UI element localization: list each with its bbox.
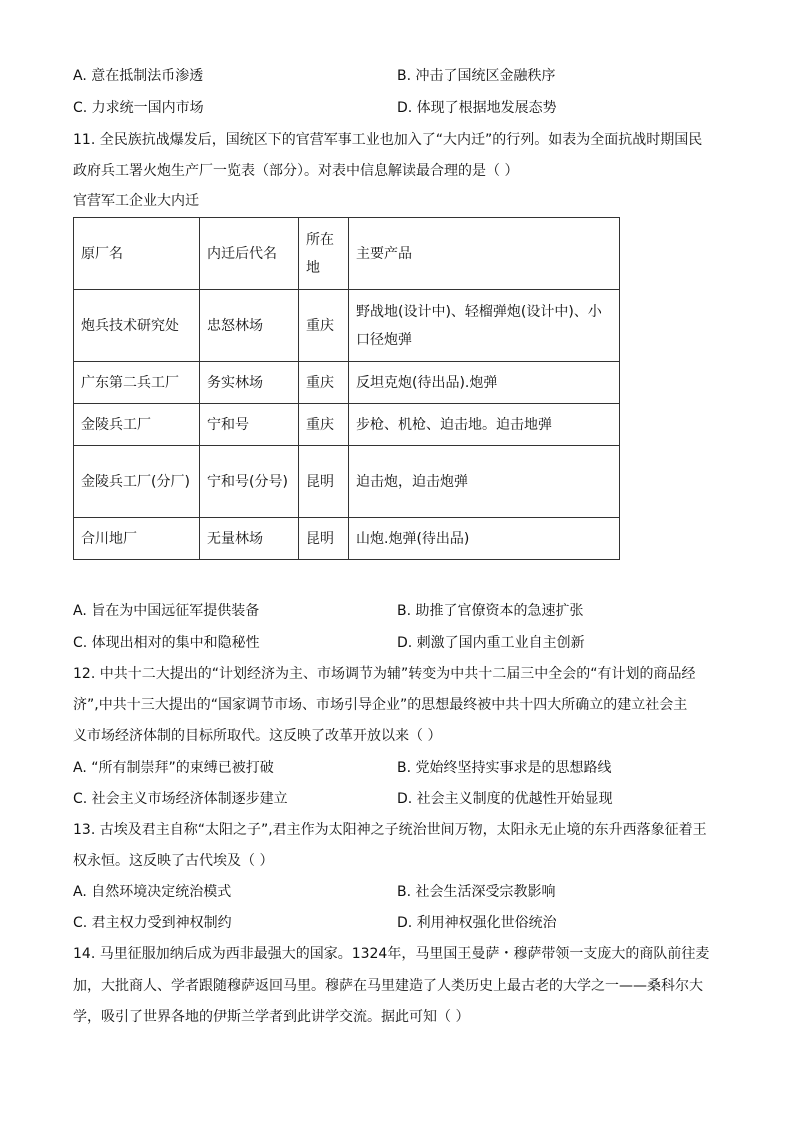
q11-option-d: D. 刺激了国内重工业自主创新 (397, 635, 585, 651)
q10-option-a: A. 意在抵制法币渗透 (73, 68, 204, 84)
table-cell: 重庆 (299, 404, 349, 446)
enterprise-table (73, 217, 620, 560)
table-cell: 步枪、机枪、迫击地。迫击地弹 (349, 404, 620, 446)
table-cell: 昆明 (299, 518, 349, 560)
table-cell: 金陵兵工厂(分厂) (74, 446, 200, 518)
table-cell: 合川地厂 (74, 518, 200, 560)
table-cell: 迫击炮，迫击炮弹 (349, 446, 620, 518)
q13-option-b: B. 社会生活深受宗教影响 (397, 884, 556, 900)
table-row (74, 290, 620, 362)
table-cell: 务实林场 (200, 362, 299, 404)
q11-stem-line-2: 政府兵工署火炮生产厂一览表（部分）。对表中信息解读最合理的是（ ） (73, 163, 519, 179)
q11-option-c: C. 体现出相对的集中和隐秘性 (73, 635, 260, 651)
q10-option-c: C. 力求统一国内市场 (73, 100, 204, 116)
table-cell: 宁和号 (200, 404, 299, 446)
table-cell: 无量林场 (200, 518, 299, 560)
q12-stem-line-1: 12. 中共十二大提出的“计划经济为主、市场调节为辅”转变为中共十二届三中全会的“有计划的商品经 (73, 666, 696, 682)
table-row (74, 404, 620, 446)
q12-option-a: A. “所有制崇拜”的束缚已被打破 (73, 760, 274, 776)
q14-stem-line-2: 加，大批商人、学者跟随穆萨返回马里。穆萨在马里建造了人类历史上最古老的大学之一——桑科尔大 (73, 978, 703, 994)
table-cell: 宁和号(分号) (200, 446, 299, 518)
table-cell: 野战地(设计中)、轻榴弹炮(设计中)、小口径炮弹 (349, 290, 620, 362)
table-header-cell: 主要产品 (349, 218, 620, 290)
table-cell: 昆明 (299, 446, 349, 518)
q13-option-a: A. 自然环境决定统治模式 (73, 884, 232, 900)
q12-stem-line-2: 济”,中共十三大提出的“国家调节市场、市场引导企业”的思想最终被中共十四大所确立的建立社会主 (73, 697, 688, 713)
q11-option-b: B. 助推了官僚资本的急速扩张 (397, 603, 584, 619)
q12-option-d: D. 社会主义制度的优越性开始显现 (397, 791, 613, 807)
table-cell: 金陵兵工厂 (74, 404, 200, 446)
q11-stem-line-1: 11. 全民族抗战爆发后，国统区下的官营军事工业也加入了“大内迁”的行列。如表为全面抗战时期国民 (73, 132, 703, 148)
table-row (74, 446, 620, 518)
table-cell: 广东第二兵工厂 (74, 362, 200, 404)
q13-option-c: C. 君主权力受到神权制约 (73, 915, 232, 931)
q14-stem-line-3: 学，吸引了世界各地的伊斯兰学者到此讲学交流。据此可知（ ） (73, 1009, 470, 1025)
q11-table-caption: 官营军工企业大内迁 (73, 193, 199, 209)
table-header-row (74, 218, 620, 290)
table-cell: 反坦克炮(待出品).炮弹 (349, 362, 620, 404)
q13-stem-line-1: 13. 古埃及君主自称“太阳之子”,君主作为太阳神之子统治世间万物，太阳永无止境的东升西落象征着王 (73, 822, 707, 838)
q12-stem-line-3: 义市场经济体制的目标所取代。这反映了改革开放以来（ ） (73, 728, 442, 744)
q13-option-d: D. 利用神权强化世俗统治 (397, 915, 557, 931)
table-header-cell: 所在地 (299, 218, 349, 290)
table-header-cell: 内迁后代名 (200, 218, 299, 290)
table-row (74, 518, 620, 560)
table-cell: 重庆 (299, 362, 349, 404)
table-cell: 山炮.炮弹(待出品) (349, 518, 620, 560)
table-cell: 炮兵技术研究处 (74, 290, 200, 362)
table-cell: 忠怒林场 (200, 290, 299, 362)
q11-option-a: A. 旨在为中国远征军提供装备 (73, 603, 260, 619)
q10-option-d: D. 体现了根据地发展态势 (397, 100, 557, 116)
q14-stem-line-1: 14. 马里征服加纳后成为西非最强大的国家。1324年，马里国王曼萨・穆萨带领一支庞大的商队前往麦 (73, 946, 710, 962)
q12-option-b: B. 党始终坚持实事求是的思想路线 (397, 760, 612, 776)
q13-stem-line-2: 权永恒。这反映了古代埃及（ ） (73, 853, 274, 869)
table-cell: 重庆 (299, 290, 349, 362)
q10-option-b: B. 冲击了国统区金融秩序 (397, 68, 556, 84)
q12-option-c: C. 社会主义市场经济体制逐步建立 (73, 791, 288, 807)
table-header-cell: 原厂名 (74, 218, 200, 290)
table-row (74, 362, 620, 404)
